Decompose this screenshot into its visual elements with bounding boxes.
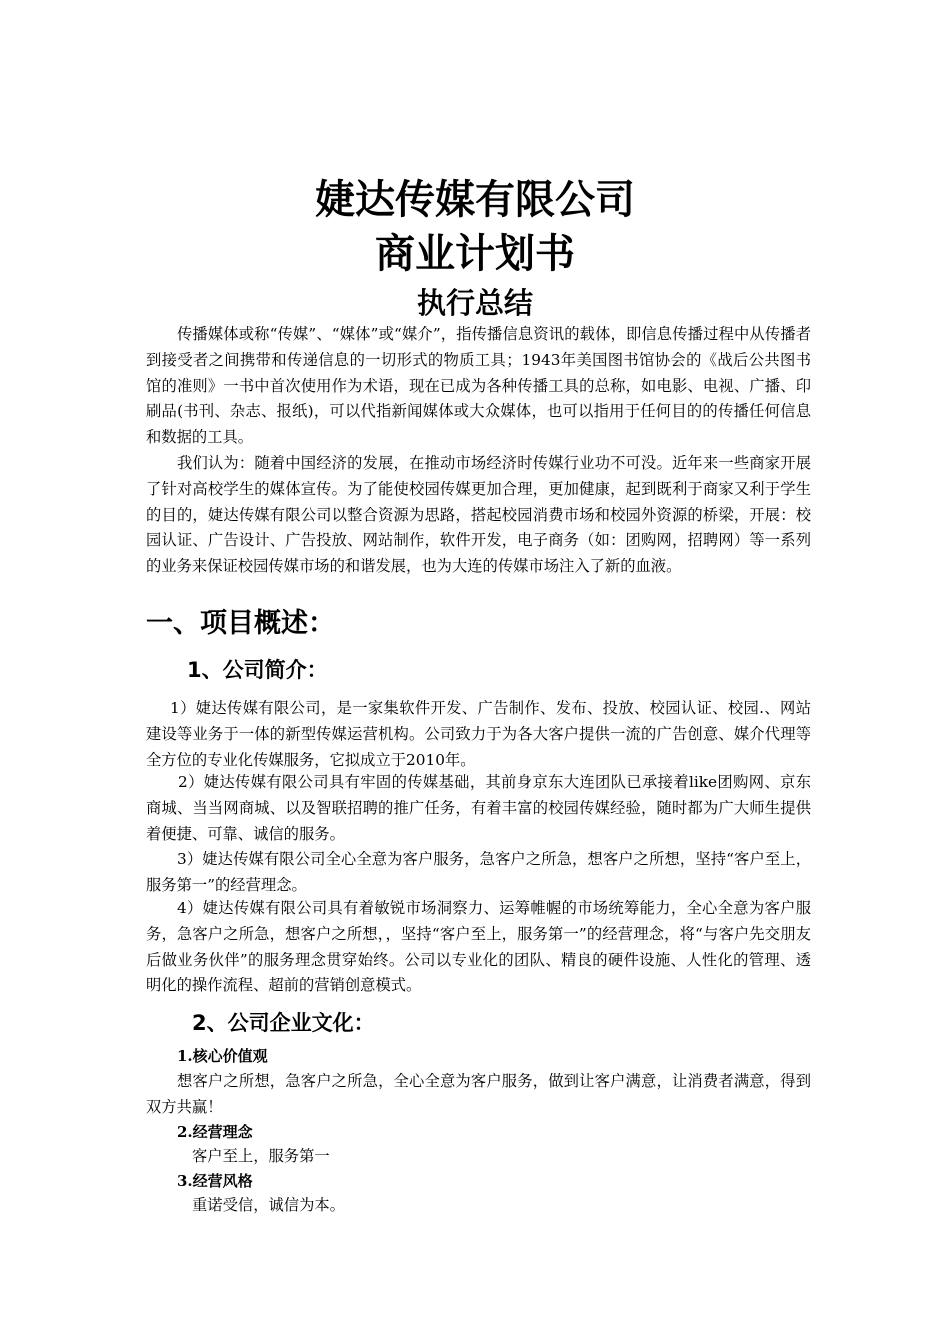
intro-item-4: 4）婕达传媒有限公司具有着敏锐市场洞察力、运筹帷幄的市场统筹能力，全心全意为客户服务，急客户之所急，想客户之所想，，坚持“客户至上，服务第一”的经营理念，将“与客户先交朋友后做业务伙伴”的服务理念贯穿始终。公司以专业化的团队、精良的硬件设施、人性化的管理、透明化的操作流程、超前的营销创意模式。	[146, 899, 811, 995]
summary-paragraph-1: 传播媒体或称“传媒”、“媒体”或“媒介”，指传播信息资讯的载体，即信息传播过程中从传播者到接受者之间携带和传递信息的一切形式的物质工具；1943年美国图书馆协会的《战后公共图书馆的准则》一书中首次使用作为术语，现在已成为各种传播工具的总称，如电影、电视、广播、印刷品(书刊、杂志、报纸)，可以代指新闻媒体或大众媒体，也可以指用于任何目的的传播任何信息和数据的工具。	[146, 325, 811, 447]
section-heading-project-overview: 一、项目概述：	[146, 608, 335, 639]
intro-item-1: 1）婕达传媒有限公司，是一家集软件开发、广告制作、发布、投放、校园认证、校园.、网站建设等业务于一体的新型传媒运营机构。公司致力于为各大客户提供一流的广告创意、媒介代理等全方位的专业化传媒服务，它拟成立于2010年。	[146, 699, 811, 769]
section-title-executive-summary: 执行总结	[416, 286, 533, 320]
business-philosophy-heading: 2.经营理念	[177, 1123, 253, 1141]
intro-item-3: 3）婕达传媒有限公司全心全意为客户服务，急客户之所急，想客户之所想，坚持“客户至上，服务第一”的经营理念。	[146, 850, 811, 894]
summary-paragraph-2: 我们认为：随着中国经济的发展，在推动市场经济时传媒行业功不可没。近年来一些商家开展了针对高校学生的媒体宣传。为了能使校园传媒更加合理，更加健康，起到既利于商家又利于学生的目的，婕达传媒有限公司以整合资源为思路，搭起校园消费市场和校园外资源的桥梁，开展：校园认证、广告设计、广告投放、网站制作，软件开发，电子商务（如：团购网，招聘网）等一系列的业务来保证校园传媒市场的和谐发展，也为大连的传媒市场注入了新的血液。	[146, 454, 811, 576]
intro-item-2: 2）婕达传媒有限公司具有牢固的传媒基础，其前身京东大连团队已承接着like团购网、京东商城、当当网商城、以及智联招聘的推广任务，有着丰富的校园传媒经验，随时都为广大师生提供着便捷、可靠、诚信的服务。	[146, 773, 811, 843]
company-title: 婕达传媒有限公司	[315, 177, 635, 223]
business-philosophy-text: 客户至上，服务第一	[192, 1147, 330, 1165]
business-style-heading: 3.经营风格	[177, 1172, 253, 1190]
business-style-text: 重诺受信，诚信为本。	[192, 1196, 345, 1214]
document-title: 商业计划书	[375, 231, 575, 277]
subsection-heading-company-intro: 1、公司简介：	[187, 658, 328, 682]
core-values-heading: 1.核心价值观	[177, 1047, 268, 1065]
subsection-heading-corporate-culture: 2、公司企业文化：	[192, 1011, 375, 1035]
core-values-text: 想客户之所想，急客户之所急，全心全意为客户服务，做到让客户满意，让消费者满意，得到双方共赢！	[146, 1072, 811, 1116]
